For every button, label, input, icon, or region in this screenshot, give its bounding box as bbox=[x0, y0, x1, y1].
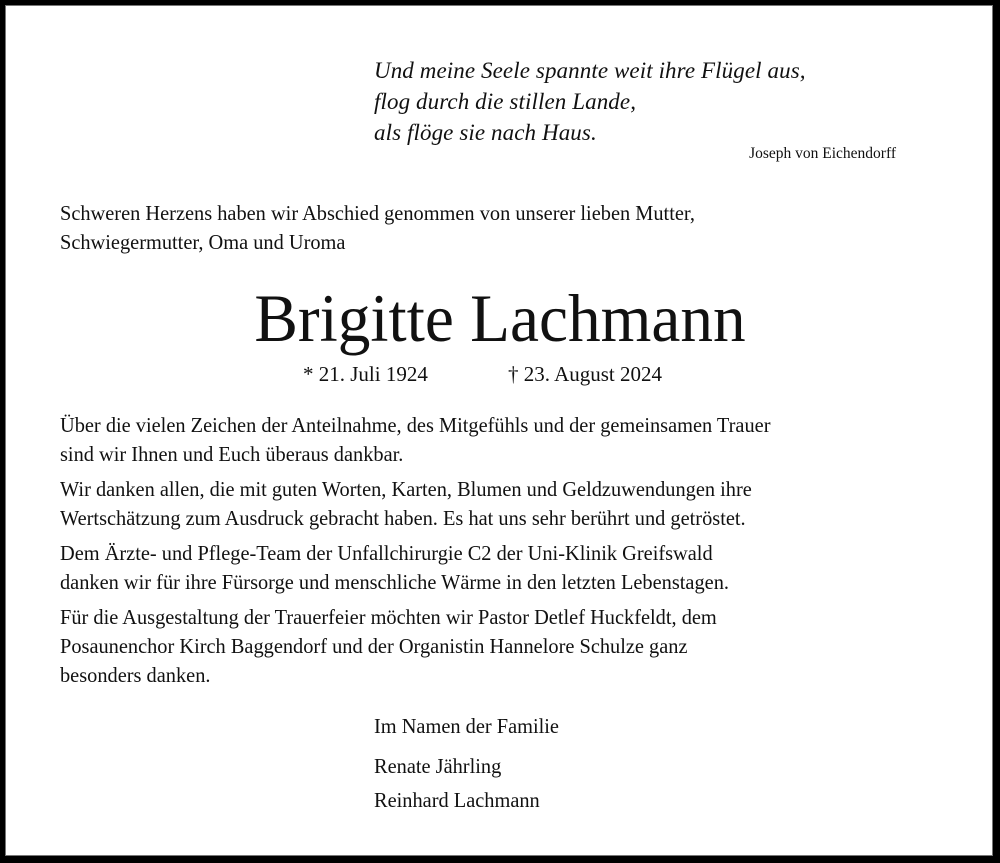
poem-line: Und meine Seele spannte weit ihre Flügel aus, bbox=[374, 58, 806, 83]
intro-text bbox=[60, 199, 695, 257]
paragraph-line: danken wir für ihre Fürsorge und menschliche Wärme in den letzten Lebenstagen. bbox=[60, 570, 729, 594]
deceased-name: Brigitte Lachmann bbox=[254, 280, 746, 356]
paragraph-line: Posaunenchor Kirch Baggendorf und der Organistin Hannelore Schulze ganz bbox=[60, 634, 688, 658]
poem-line: als flöge sie nach Haus. bbox=[374, 120, 597, 145]
poem-quote bbox=[374, 55, 806, 148]
paragraph-line: Wertschätzung zum Ausdruck gebracht haben. Es hat uns sehr berührt und getröstet. bbox=[60, 506, 746, 530]
family-label: Im Namen der Familie bbox=[374, 714, 559, 738]
paragraph bbox=[60, 603, 933, 690]
life-dates bbox=[303, 362, 662, 387]
paragraph-line: Für die Ausgestaltung der Trauerfeier möchten wir Pastor Detlef Huckfeldt, dem bbox=[60, 605, 717, 629]
paragraph bbox=[60, 411, 933, 469]
paragraph-line: sind wir Ihnen und Euch überaus dankbar. bbox=[60, 442, 404, 466]
obituary-notice bbox=[5, 5, 993, 856]
signer-name: Reinhard Lachmann bbox=[374, 788, 540, 812]
signer-name: Renate Jährling bbox=[374, 754, 502, 778]
paragraph bbox=[60, 539, 933, 597]
poem-line: flog durch die stillen Lande, bbox=[374, 89, 637, 114]
paragraph-line: besonders danken. bbox=[60, 663, 211, 687]
poem-author: Joseph von Eichendorff bbox=[749, 145, 896, 162]
signature-block bbox=[374, 712, 559, 817]
thanks-body bbox=[60, 411, 933, 696]
paragraph-line: Wir danken allen, die mit guten Worten, Karten, Blumen und Geldzuwendungen ihre bbox=[60, 477, 752, 501]
intro-line: Schweren Herzens haben wir Abschied genommen von unserer lieben Mutter, bbox=[60, 201, 695, 225]
paragraph-line: Dem Ärzte- und Pflege-Team der Unfallchirurgie C2 der Uni-Klinik Greifswald bbox=[60, 541, 713, 565]
birth-date: * 21. Juli 1924 bbox=[303, 362, 428, 386]
death-date: † 23. August 2024 bbox=[508, 362, 663, 386]
intro-line: Schwiegermutter, Oma und Uroma bbox=[60, 230, 346, 254]
paragraph bbox=[60, 475, 933, 533]
paragraph-line: Über die vielen Zeichen der Anteilnahme, des Mitgefühls und der gemeinsamen Trauer bbox=[60, 413, 771, 437]
